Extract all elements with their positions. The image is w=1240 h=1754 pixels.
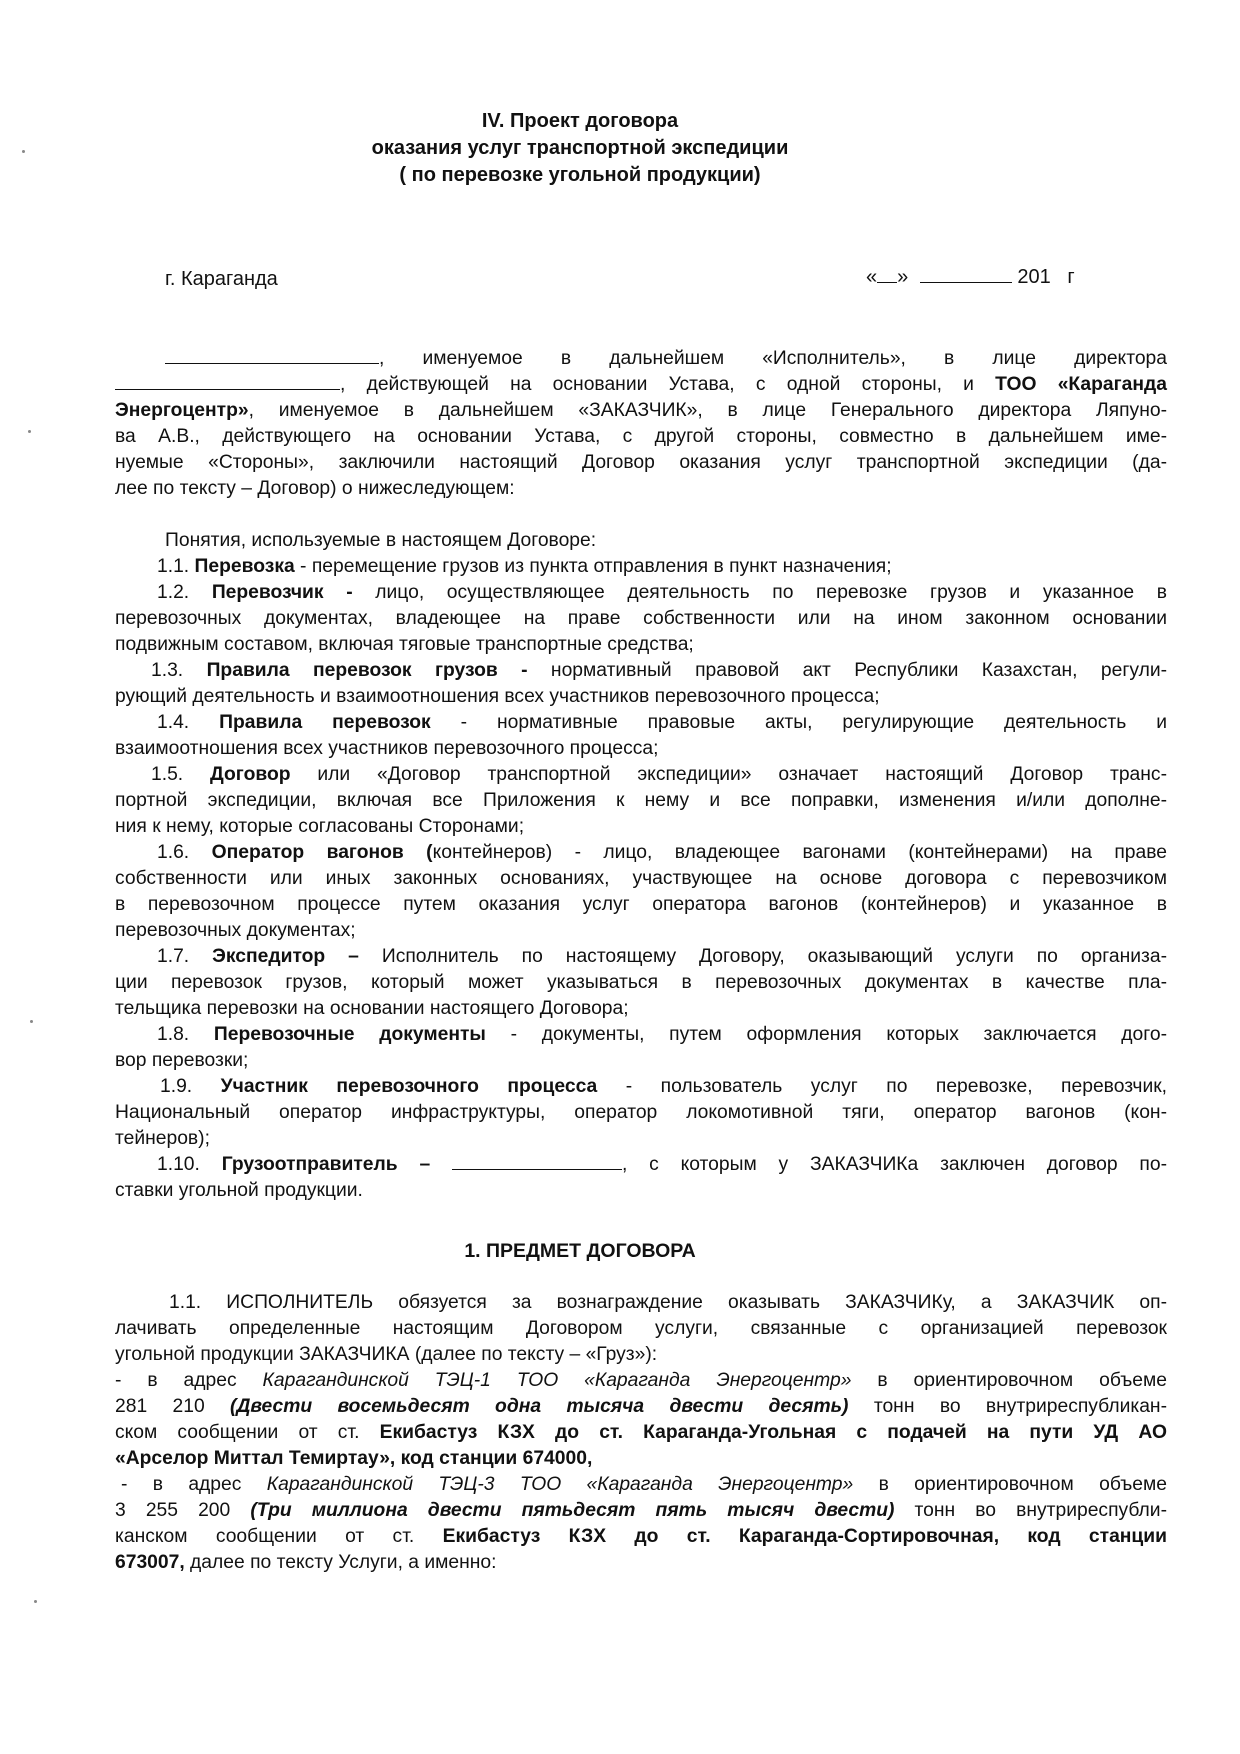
definition-term: Участник перевозочного процесса (220, 1076, 598, 1097)
definition-cont: тельщика перевозки на основании настоящего Договора; (115, 998, 629, 1019)
month-blank (920, 281, 1012, 283)
preamble-line: лее по тексту – Договор) о нижеследующем: (115, 478, 515, 499)
definition-cont: Национальный оператор инфраструктуры, оператор локомотивной тяги, оператор вагонов (кон- (115, 1102, 1167, 1123)
definition-cont: тейнеров); (115, 1128, 210, 1149)
date-year: 201 (1017, 266, 1051, 288)
definition-num: 1.2. (157, 582, 190, 603)
definition-text: - перемещение грузов из пункта отправления в пункт назначения; (294, 556, 892, 577)
definition-item (115, 554, 1167, 580)
definition-cont: перевозочных документах, владеющее на праве собственности или на ином законном основании (115, 608, 1167, 629)
route-line (115, 1420, 1167, 1446)
date-year-suffix: г (1067, 266, 1075, 288)
definition-term: Правила перевозок (219, 712, 431, 733)
section-1-paragraph: лачивать определенные настоящим Договором услуги, связанные с организацией перевозок (115, 1318, 1167, 1339)
definition-text: контейнеров) - лицо, владеющее вагонами (контейнерами) на праве (432, 842, 1167, 863)
bullet-text: тонн во внутриреспубликан- (848, 1396, 1168, 1417)
definition-cont: в перевозочном процессе путем оказания услуг оператора вагонов (контейнеров) и указанное в (115, 894, 1167, 915)
definition-cont: ния к нему, которые согласованы Сторонами; (115, 816, 525, 837)
preamble-line (115, 372, 1167, 398)
contract-date (866, 266, 1075, 289)
definition-item (115, 762, 1167, 788)
definition-num: 1.8. (157, 1024, 190, 1045)
section-heading-subject: 1. ПРЕДМЕТ ДОГОВОРА (464, 1240, 696, 1262)
destination-item-tec3 (115, 1472, 1167, 1498)
section-1-paragraph: 1.1. ИСПОЛНИТЕЛЬ обязуется за вознаграждение оказывать ЗАКАЗЧИКу, а ЗАКАЗЧИК оп- (169, 1292, 1167, 1313)
definition-num: 1.7. (157, 946, 190, 967)
preamble-line: ва А.В., действующего на основании Устава, с другой стороны, совместно в дальнейшем име- (115, 426, 1167, 447)
preamble-line (115, 398, 1167, 424)
route-text: Екибастуз КЗХ до ст. Караганда-Угольная с подачей на пути УД АО (379, 1422, 1167, 1443)
preamble-line: нуемые «Стороны», заключили настоящий Договор оказания услуг транспортной экспедиции (да- (115, 452, 1167, 473)
definition-term: Перевозка (194, 556, 295, 577)
definition-item (115, 1152, 1167, 1178)
definition-num: 1.6. (157, 842, 190, 863)
definition-text: лицо, осуществляющее деятельность по перевозке грузов и указанное в (352, 582, 1168, 603)
definition-term: Правила перевозок грузов - (206, 660, 528, 681)
destination-item-tec1 (115, 1368, 1167, 1394)
definition-num: 1.10. (157, 1154, 200, 1175)
volume-words: (Двести восемьдесят одна тысяча двести десять) (230, 1396, 849, 1417)
director-name-blank (115, 388, 340, 390)
definitions (115, 528, 1167, 1204)
definition-cont: ции перевозок грузов, который может указываться в перевозочных документах в качестве пла- (115, 972, 1167, 993)
definition-text: - пользователь услуг по перевозке, перевозчик, (597, 1076, 1168, 1097)
definition-term: Экспедитор – (212, 946, 359, 967)
section-1-body (115, 1290, 1167, 1576)
volume-number: 3 255 200 (115, 1500, 251, 1521)
definition-item (115, 1074, 1167, 1100)
executor-name-blank (165, 362, 379, 364)
scan-speck (30, 1020, 33, 1023)
definition-term: Договор (210, 764, 291, 785)
document-title (300, 108, 860, 189)
bullet-text: - в адрес (121, 1474, 267, 1495)
definition-text: - нормативные правовые акты, регулирующие деятельность и (430, 712, 1168, 733)
definition-cont: портной экспедиции, включая все Приложения к нему и все поправки, изменения и/или дополне- (115, 790, 1167, 811)
definition-num: 1.3. (151, 660, 184, 681)
title-line-3: ( по перевозке угольной продукции) (399, 164, 761, 186)
definition-cont: ставки угольной продукции. (115, 1180, 363, 1201)
definition-item (115, 580, 1167, 606)
definition-num: 1.5. (151, 764, 184, 785)
route-text: «Арселор Миттал Темиртау», код станции 674000, (115, 1448, 593, 1469)
title-line-2: оказания услуг транспортной экспедиции (371, 137, 789, 159)
definition-num: 1.9. (160, 1076, 193, 1097)
definition-num: 1.4. (157, 712, 190, 733)
preamble-line (115, 346, 1167, 372)
bullet-text: тонн во внутриреспубли- (894, 1500, 1167, 1521)
place-of-signing: г. Караганда (165, 268, 278, 290)
destination-name: Карагандинской ТЭЦ-1 ТОО «Караганда Энергоцентр» (262, 1370, 852, 1391)
definition-cont: вор перевозки; (115, 1050, 249, 1071)
volume-number: 281 210 (115, 1396, 231, 1417)
definition-text: , с которым у ЗАКАЗЧИКа заключен договор по- (621, 1154, 1167, 1175)
scan-speck (34, 1600, 37, 1603)
definition-cont: собственности или иных законных основаниях, участвующее на основе договора с перевозчиком (115, 868, 1167, 889)
route-line (115, 1446, 1167, 1472)
definition-term: Грузоотправитель – (221, 1154, 431, 1175)
volume-line (115, 1498, 1167, 1524)
preamble-text: , именуемое в дальнейшем «ЗАКАЗЧИК», в лице Генерального директора Ляпуно- (248, 400, 1167, 421)
bullet-text: в ориентировочном объеме (853, 1474, 1167, 1495)
scan-speck (28, 430, 31, 433)
date-open-quote: « (866, 266, 878, 288)
volume-words: (Три миллиона двести пятьдесят пять тысяч двести) (250, 1500, 895, 1521)
definition-text: или «Договор транспортной экспедиции» означает настоящий Договор транс- (290, 764, 1167, 785)
definition-cont: подвижным составом, включая тяговые транспортные средства; (115, 634, 694, 655)
definition-cont: рующий деятельность и взаимоотношения всех участников перевозочного процесса; (115, 686, 880, 707)
scan-speck (22, 150, 25, 153)
definition-item (115, 658, 1167, 684)
title-line-1: IV. Проект договора (481, 110, 679, 132)
definitions-intro: Понятия, используемые в настоящем Договоре: (165, 530, 597, 551)
bullet-text: в ориентировочном объеме (851, 1370, 1167, 1391)
route-line (115, 1550, 1167, 1576)
definition-cont: взаимоотношения всех участников перевозочного процесса; (115, 738, 659, 759)
definition-item (115, 840, 1167, 866)
preamble (115, 346, 1167, 502)
bullet-text: - в адрес (115, 1370, 263, 1391)
date-close-quote: » (897, 266, 909, 288)
definition-item (115, 944, 1167, 970)
route-line (115, 1524, 1167, 1550)
preamble-text: , именуемое в дальнейшем «Исполнитель», в лице директора (379, 348, 1167, 369)
definition-text: нормативный правовой акт Республики Казахстан, регули- (527, 660, 1168, 681)
bullet-text: канском сообщении от ст. (115, 1526, 443, 1547)
shipper-name-blank (452, 1168, 622, 1170)
definition-item (115, 1022, 1167, 1048)
destination-name: Карагандинской ТЭЦ-3 ТОО «Караганда Энергоцентр» (266, 1474, 854, 1495)
day-blank (877, 281, 897, 283)
volume-line (115, 1394, 1167, 1420)
bullet-text: ском сообщении от ст. (115, 1422, 380, 1443)
definition-term: Перевозчик - (211, 582, 353, 603)
station-code: 673007, (115, 1552, 185, 1573)
definition-text: - документы, путем оформления которых заключается дого- (485, 1024, 1168, 1045)
definition-cont: перевозочных документах; (115, 920, 356, 941)
definition-term: Перевозочные документы (213, 1024, 486, 1045)
route-text: Екибастуз КЗХ до ст. Караганда-Сортировочная, код станции (442, 1526, 1167, 1547)
bullet-text: далее по тексту Услуги, а именно: (184, 1552, 497, 1573)
customer-name-cont: Энергоцентр» (115, 400, 249, 421)
customer-name: ТОО «Караганда (995, 374, 1168, 395)
preamble-text: , действующей на основании Устава, с одной стороны, и (340, 374, 996, 395)
definition-item (115, 710, 1167, 736)
definition-num: 1.1. (157, 556, 190, 577)
definition-text: Исполнитель по настоящему Договору, оказывающий услуги по организа- (358, 946, 1168, 967)
definition-term: Оператор вагонов ( (211, 842, 433, 863)
section-1-paragraph: угольной продукции ЗАКАЗЧИКА (далее по тексту – «Груз»): (115, 1344, 658, 1365)
